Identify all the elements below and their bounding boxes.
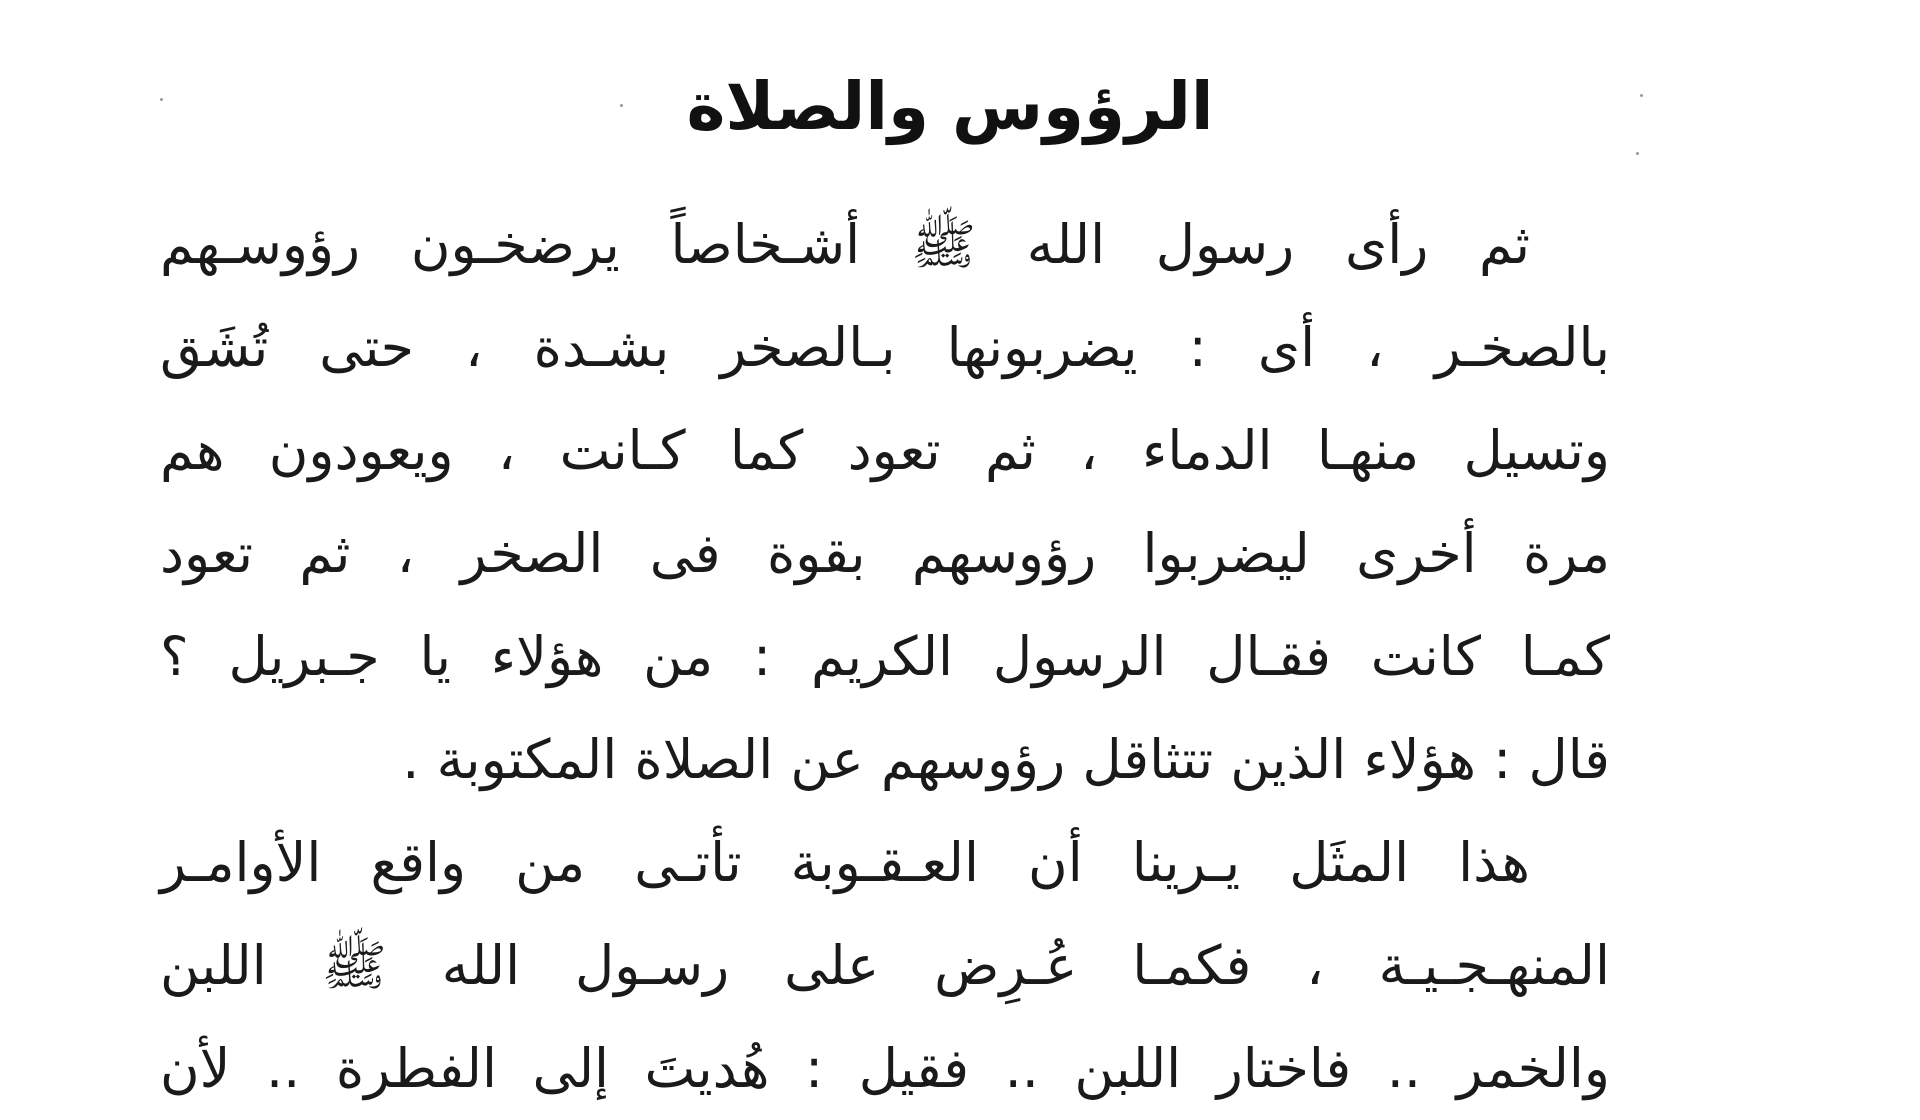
text-line: هذا المثَل يـرينا أن العـقـوبة تأتـى من واقع الأوامـر (160, 831, 1530, 894)
text-line: بالصخـر ، أى : يضربونها بـالصخر بشـدة ، حتى تُشَق (160, 316, 1610, 379)
text-line: وتسيل منهـا الدماء ، ثم تعود كما كـانت ، ويعودون هم (160, 419, 1610, 482)
text-line: ثم رأى رسول الله ﷺ أشـخاصاً يرضخـون رؤوسـهم (160, 213, 1530, 276)
scan-speck (1636, 152, 1639, 155)
text-line: والخمر .. فاختار اللبن .. فقيل : هُديتَ إلى الفطرة .. لأن (160, 1037, 1610, 1100)
text-line: قال : هؤلاء الذين تتثاقل رؤوسهم عن الصلاة المكتوبة . (402, 728, 1610, 791)
page-title: الرؤوس والصلاة (686, 68, 1214, 145)
text-line: مرة أخرى ليضربوا رؤوسهم بقوة فى الصخر ، ثم تعود (160, 522, 1610, 585)
text-line: المنهـجـيـة ، فكمـا عُـرِض على رسـول الله ﷺ اللبن (160, 934, 1610, 997)
body-text (160, 193, 1610, 1120)
text-line: كمـا كانت فقـال الرسول الكريم : من هؤلاء يا جـبريل ؟ (160, 625, 1610, 688)
